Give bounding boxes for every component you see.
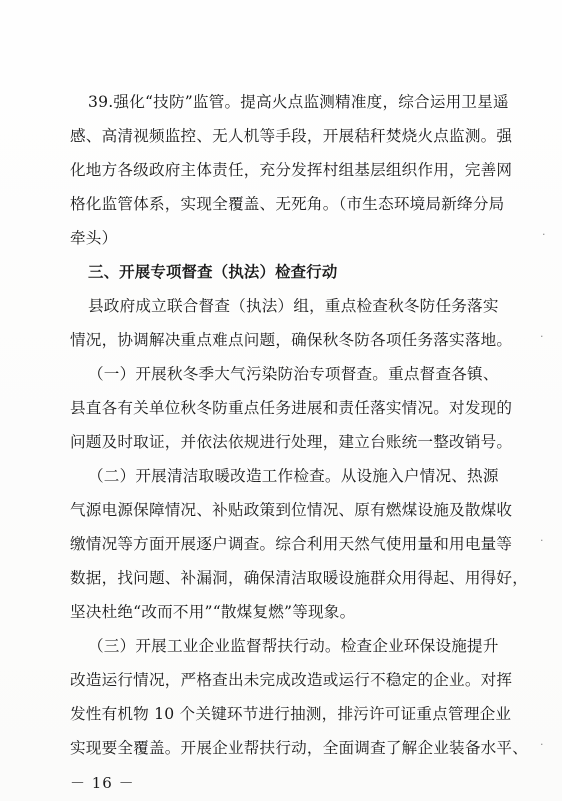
- scan-speck: ·: [540, 330, 544, 343]
- scan-speck: ·: [542, 228, 546, 241]
- scan-speck: ·: [540, 738, 544, 751]
- intro-line-2: 情况，协调解决重点难点问题，确保秋冬防各项任务落实落地。: [70, 331, 513, 349]
- item-3-line-1: （三）开展工业企业监督帮扶行动。检查企业环保设施提升: [88, 637, 499, 655]
- item-3-line-2: 改造运行情况，严格查出未完成改造或运行不稳定的企业。对挥: [70, 671, 513, 689]
- item-3-line-3: 发性有机物 10 个关键环节进行抽测，排污许可证重点管理企业: [70, 705, 512, 723]
- paragraph-39-line-2: 感、高清视频监控、无人机等手段，开展秸秆焚烧火点监测。强: [70, 127, 513, 145]
- item-1-line-3: 问题及时取证，并依法依规进行处理，建立台账统一整改销号。: [70, 433, 513, 451]
- scan-speck: ·: [540, 534, 544, 547]
- item-1-line-1: （一）开展秋冬季大气污染防治专项督查。重点督查各镇、: [88, 365, 499, 383]
- intro-line-1: 县政府成立联合督查（执法）组，重点检查秋冬防任务落实: [88, 297, 499, 315]
- item-2-line-4: 数据，找问题、补漏洞，确保清洁取暖设施群众用得起、用得好，: [70, 569, 529, 587]
- paragraph-39-line-3: 化地方各级政府主体责任，充分发挥村组基层组织作用，完善网: [70, 161, 513, 179]
- item-2-line-2: 气源电源保障情况、补贴政策到位情况、原有燃煤设施及散煤收: [70, 501, 513, 519]
- item-3-line-4: 实现要全覆盖。开展企业帮扶行动，全面调查了解企业装备水平、: [70, 739, 529, 757]
- paragraph-39-line-1: 39.强化“技防”监管。提高火点监测精准度，综合运用卫星遥: [88, 93, 509, 111]
- page-number: － 16 －: [70, 774, 135, 792]
- item-2-line-1: （二）开展清洁取暖改造工作检查。从设施入户情况、热源: [88, 467, 499, 485]
- item-2-line-3: 缴情况等方面开展逐户调查。综合利用天然气使用量和用电量等: [70, 535, 513, 553]
- item-2-line-5: 坚决杜绝“改而不用”“散煤复燃”等现象。: [70, 603, 356, 621]
- paragraph-39-line-4: 格化监管体系，实现全覆盖、无死角。（市生态环境局新绛分局: [70, 195, 505, 213]
- section-heading: 三、开展专项督查（执法）检查行动: [88, 263, 338, 281]
- item-1-line-2: 县直各有关单位秋冬防重点任务进展和责任落实情况。对发现的: [70, 399, 513, 417]
- paragraph-39-line-5: 牵头）: [70, 229, 118, 247]
